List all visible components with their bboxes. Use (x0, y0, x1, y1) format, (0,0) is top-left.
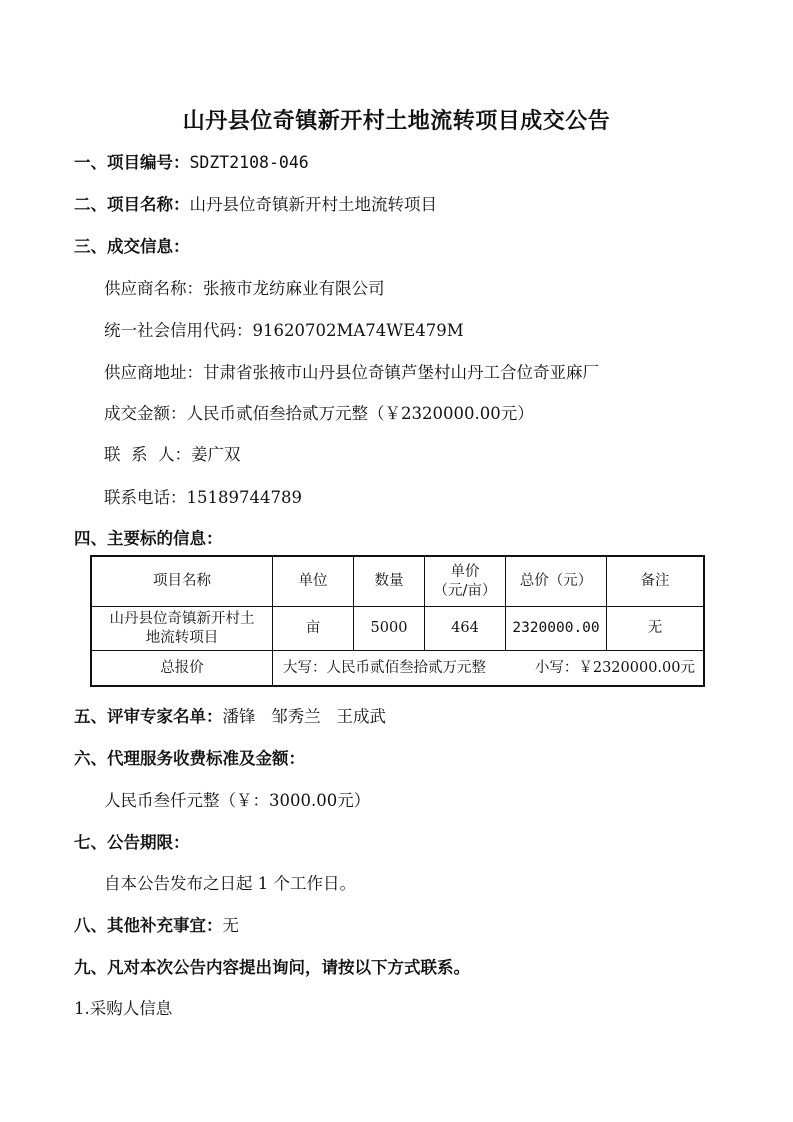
cell-project-name (91, 607, 273, 651)
supplier-address: 供应商地址：甘肃省张掖市山丹县位奇镇芦堡村山丹工合位奇亚麻厂 (104, 363, 599, 382)
section-deal-info-label: 三、成交信息： (74, 237, 190, 256)
project-number: SDZT2108-046 (189, 153, 309, 172)
supplier-name: 供应商名称：张掖市龙纺麻业有限公司 (104, 279, 385, 298)
section-project-name (74, 191, 437, 215)
header-unit-price (425, 556, 506, 607)
purchaser-info-heading: 1.采购人信息 (74, 999, 173, 1018)
header-quantity: 数量 (354, 556, 425, 607)
section-subject-info-label: 四、主要标的信息： (74, 529, 223, 548)
cell-remark: 无 (607, 607, 705, 651)
notice-period: 自本公告发布之日起 1 个工作日。 (104, 874, 356, 893)
cell-unit-price: 464 (425, 607, 506, 651)
header-unit-price-line2: （元/亩） (433, 582, 497, 599)
section-label: 八、其他补充事宜： (74, 916, 223, 935)
cell-project-name-line1: 山丹县位奇镇新开村土 (109, 610, 255, 627)
section-other-matters (74, 912, 239, 936)
credit-code: 统一社会信用代码：91620702MA74WE479M (104, 321, 464, 340)
cell-total-amount (273, 651, 705, 687)
cell-total: 2320000.00 (506, 607, 607, 651)
section-experts (74, 703, 386, 727)
section-contact-instructions: 九、凡对本次公告内容提出询问，请按以下方式联系。 (74, 958, 470, 977)
header-project-name: 项目名称 (91, 556, 273, 607)
section-label: 五、评审专家名单： (74, 707, 223, 726)
table-row (91, 607, 704, 651)
cell-project-name-line2: 地流转项目 (145, 629, 219, 646)
header-unit: 单位 (273, 556, 354, 607)
project-name: 山丹县位奇镇新开村土地流转项目 (189, 195, 437, 214)
document-title: 山丹县位奇镇新开村土地流转项目成交公告 (182, 109, 611, 134)
header-remark: 备注 (607, 556, 705, 607)
table-header-row (91, 556, 704, 607)
contact-person: 联 系 人：姜广双 (104, 445, 241, 464)
header-total: 总价（元） (506, 556, 607, 607)
contact-phone: 联系电话：15189744789 (104, 488, 302, 507)
cell-quantity: 5000 (354, 607, 425, 651)
header-unit-price-line1: 单价 (450, 563, 480, 580)
section-agency-fee-label: 六、代理服务收费标准及金额： (74, 749, 305, 768)
cell-unit: 亩 (273, 607, 354, 651)
section-label: 二、项目名称： (74, 195, 190, 214)
expert-list: 潘锋 邹秀兰 王成武 (222, 707, 386, 726)
section-notice-period-label: 七、公告期限： (74, 833, 190, 852)
agency-fee: 人民币叁仟元整（￥：3000.00元） (104, 791, 371, 810)
subject-info-table (90, 555, 705, 687)
table-total-row (91, 651, 704, 687)
section-project-number (74, 149, 309, 173)
total-upper: 大写：人民币贰佰叁拾贰万元整 (283, 659, 486, 676)
total-lower: 小写：￥2320000.00元 (534, 659, 695, 676)
deal-amount: 成交金额：人民币贰佰叁拾贰万元整（￥2320000.00元） (104, 404, 534, 423)
section-label: 一、项目编号： (74, 153, 190, 172)
other-matters: 无 (222, 916, 239, 935)
cell-total-label: 总报价 (91, 651, 273, 687)
